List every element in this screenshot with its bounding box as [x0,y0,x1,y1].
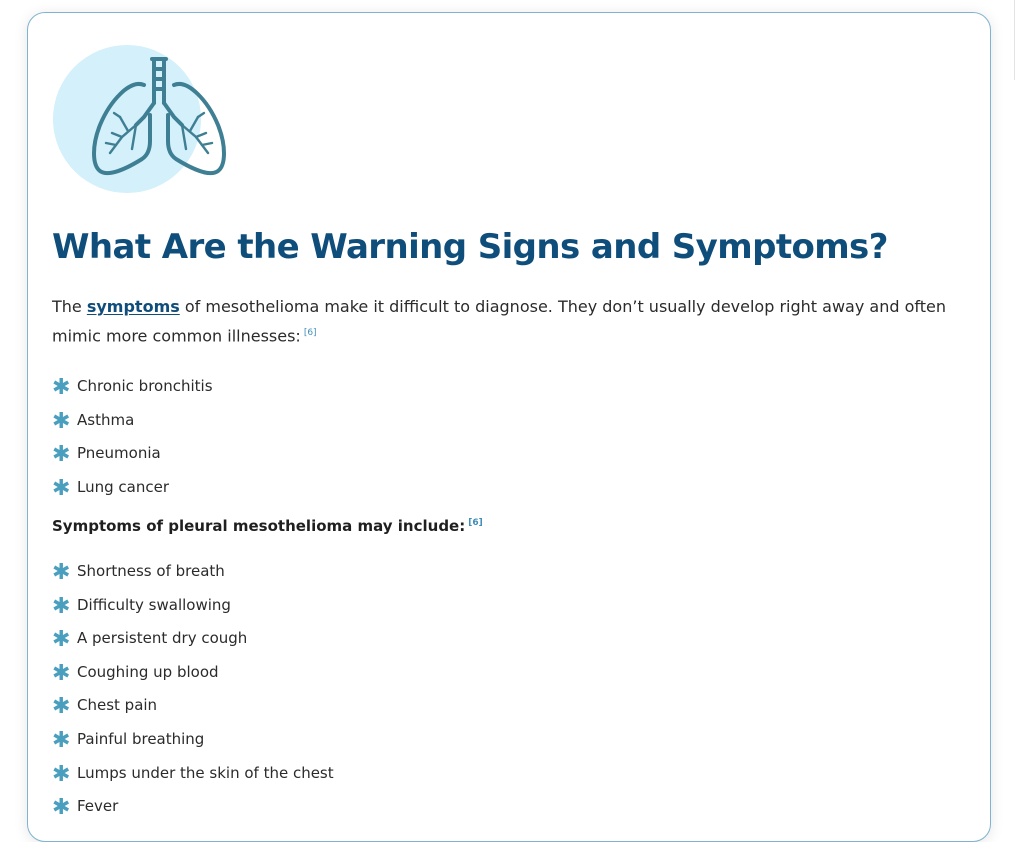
page-title: What Are the Warning Signs and Symptoms? [52,227,888,267]
list-item [52,594,334,628]
asterisk-bullet-icon: ✱ [52,560,71,585]
intro-text-after-link: of mesothelioma make it difficult to diagnose. They don’t usually develop right away and often mimic more common illnesses: [52,297,946,346]
list-item [52,375,213,409]
pleural-symptoms-heading [52,517,483,535]
asterisk-bullet-icon: ✱ [52,761,71,787]
list-item-label: Asthma [77,410,135,429]
list-item-label: Pneumonia [77,444,161,463]
asterisk-bullet-icon: ✱ [52,694,71,720]
list-item [52,694,334,728]
citation-link[interactable]: [6] [468,518,483,528]
list-item-label: Fever [77,797,119,816]
list-item [52,442,213,476]
list-item [52,476,213,510]
asterisk-bullet-icon: ✱ [52,408,71,434]
intro-paragraph [52,293,962,349]
lungs-illustration [52,45,232,195]
asterisk-bullet-icon: ✱ [52,627,71,653]
list-item-label: Painful breathing [77,729,205,748]
symptoms-link[interactable]: symptoms [86,297,180,316]
asterisk-bullet-icon: ✱ [52,375,71,400]
asterisk-bullet-icon: ✱ [52,795,71,821]
page-edge-divider [1014,0,1015,80]
asterisk-bullet-icon: ✱ [52,475,71,501]
list-item [52,627,334,661]
list-item-label: Lung cancer [77,477,169,496]
content-card [27,12,991,842]
asterisk-bullet-icon: ✱ [52,442,71,468]
list-item [52,661,334,695]
asterisk-bullet-icon: ✱ [52,593,71,619]
pleural-symptoms-list [52,560,334,829]
list-item-label: Coughing up blood [77,662,219,681]
list-item [52,409,213,443]
list-item [52,560,334,594]
list-item-label: Lumps under the skin of the chest [77,763,334,782]
list-item-label: A persistent dry cough [77,629,248,648]
list-item-label: Chronic bronchitis [77,377,213,395]
list-item [52,728,334,762]
intro-text-before-link: The [52,297,87,316]
pleural-heading-text: Symptoms of pleural mesothelioma may include: [52,517,466,535]
common-illnesses-list [52,375,213,509]
lungs-icon [52,45,232,195]
asterisk-bullet-icon: ✱ [52,727,71,753]
citation-link[interactable]: [6] [303,328,317,338]
asterisk-bullet-icon: ✱ [52,660,71,686]
list-item-label: Chest pain [77,696,158,715]
list-item-label: Shortness of breath [77,562,225,580]
list-item [52,795,334,829]
list-item-label: Difficulty swallowing [77,595,231,614]
list-item [52,762,334,796]
